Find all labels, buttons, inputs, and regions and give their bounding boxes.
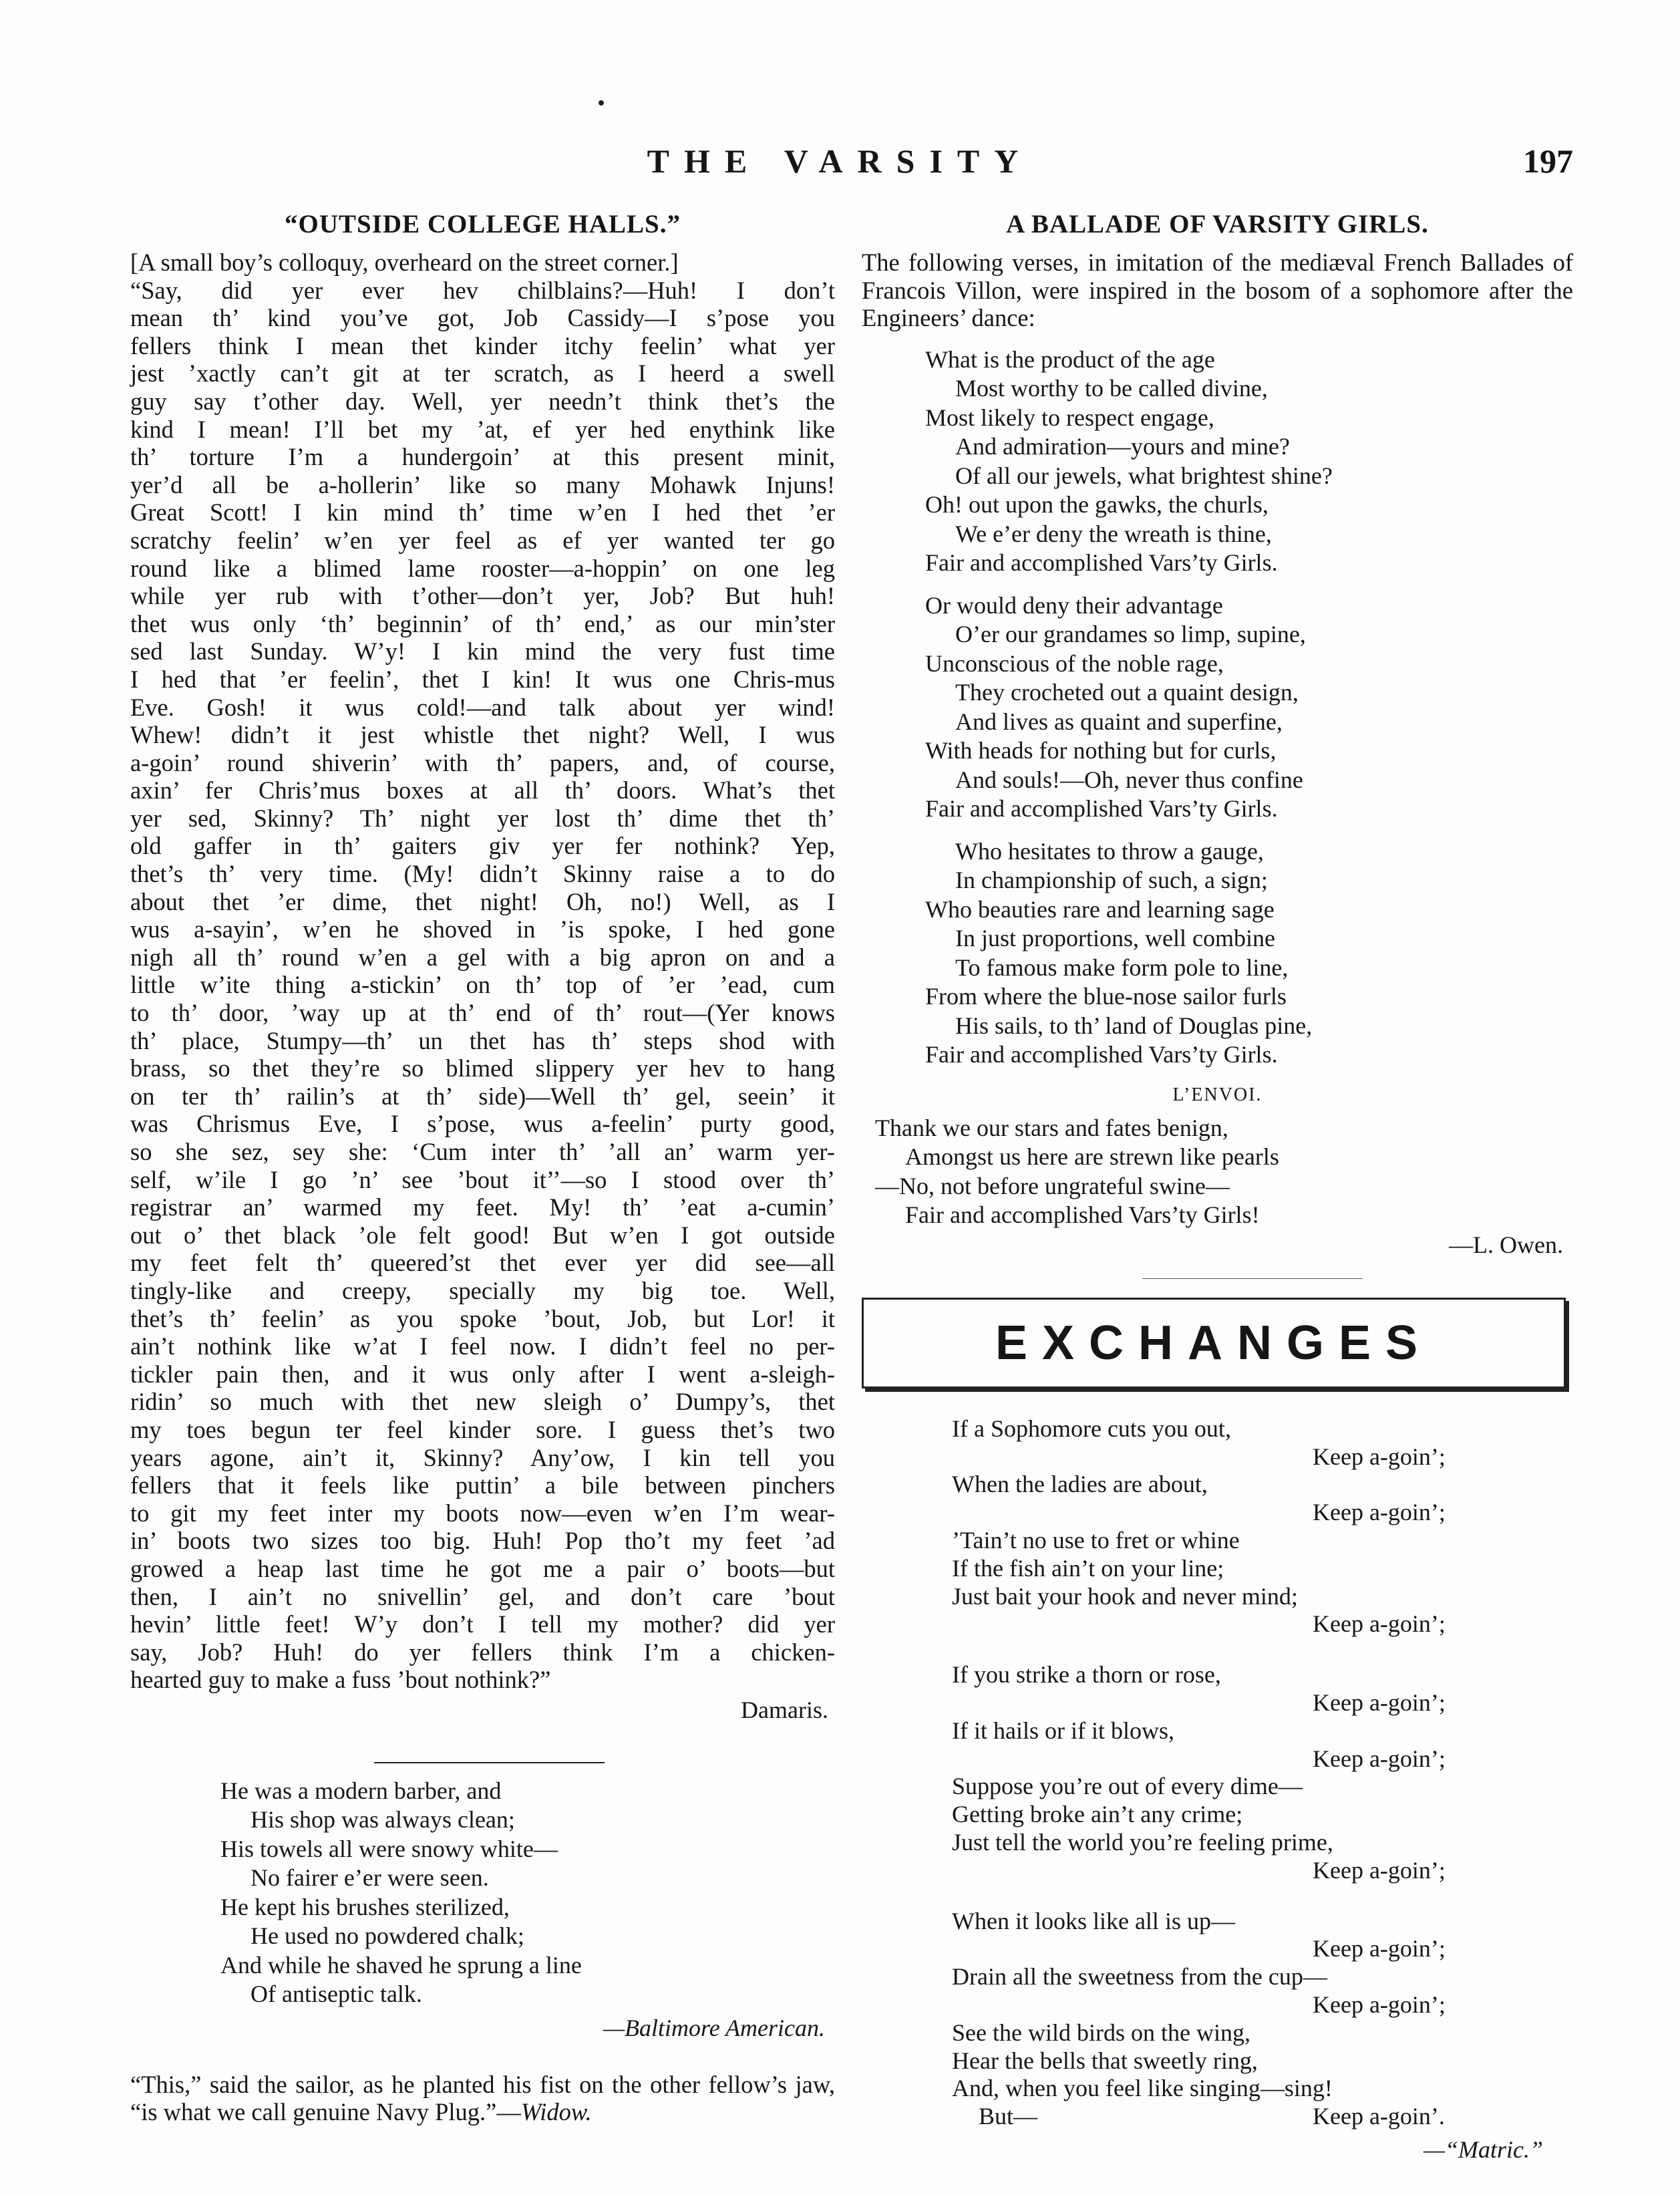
prose-line: fellers think I mean thet kinder itchy feelin’ what yer xyxy=(130,331,835,359)
line-text: See the wild birds on the wing, xyxy=(952,2019,1250,2046)
prose-line: yer’d all be a-hollerin’ like so many Mohawk Injuns! xyxy=(130,470,835,498)
poem-line: Fair and accomplished Vars’ty Girls. xyxy=(925,795,1278,823)
prose-line: th’ place, Stumpy—th’ un thet has th’ steps shod with xyxy=(130,1026,835,1054)
poem-line xyxy=(952,1415,1573,1443)
prose-line: to th’ door, ’way up at th’ end of th’ rout—(Yer knows xyxy=(130,999,835,1027)
prose-line: hearted guy to make a fuss ’bout nothink?” xyxy=(130,1666,551,1694)
poem-line: We e’er deny the wreath is thine, xyxy=(955,520,1272,547)
exchanges-banner xyxy=(862,1298,1566,1388)
prose-line: round like a blimed lame rooster—a-hoppin’ on one leg xyxy=(130,554,835,582)
prose-line: Great Scott! I kin mind th’ time w’en I hed thet ’er xyxy=(130,498,835,527)
prose-line: Whew! didn’t it jest whistle thet night? Well, I wus xyxy=(130,721,835,749)
poem-line xyxy=(952,1583,1573,1611)
poem-line: Fair and accomplished Vars’ty Girls. xyxy=(925,549,1278,577)
poem-line xyxy=(952,1773,1573,1801)
line-text: Suppose you’re out of every dime— xyxy=(952,1773,1303,1800)
prose-line: tickler pain then, and it wus only after I went a-sleigh- xyxy=(130,1360,835,1388)
barber-citation: —Baltimore American. xyxy=(603,2014,825,2041)
sailor-joke-text: “This,” said the sailor, as he planted his fist on the other fellow’s jaw, “is what we call genuine Navy Plug.”— xyxy=(130,2070,835,2126)
poem-line: And lives as quaint and superfine, xyxy=(955,708,1283,735)
line-text: Keep a-goin’; xyxy=(1313,1610,1446,1638)
prose-line: thet’s th’ feelin’ as you spoke ’bout, Job, but Lor! it xyxy=(130,1304,835,1332)
prose-line: sed last Sunday. W’y! I kin mind the very fust time xyxy=(130,637,835,666)
poem-line: Fair and accomplished Vars’ty Girls. xyxy=(925,1041,1278,1068)
prose-line: out o’ thet black ’ole felt good! But w’en I got outside xyxy=(130,1221,835,1249)
poem-line xyxy=(952,1661,1573,1689)
prose-line: nigh all th’ round w’en a gel with a big apron on and a xyxy=(130,943,835,971)
prose-line: tingly-like and creepy, specially my big toe. Well, xyxy=(130,1276,835,1304)
line-text: ’Tain’t no use to fret or whine xyxy=(952,1526,1240,1554)
poem-line: And souls!—Oh, never thus confine xyxy=(955,766,1303,793)
prose-line: kind I mean! I’ll bet my ’at, ef yer hed enythink like xyxy=(130,415,835,443)
ink-dot xyxy=(599,100,604,106)
poem-line: Or would deny their advantage xyxy=(925,591,1223,619)
poem-line: Who hesitates to throw a gauge, xyxy=(955,837,1264,865)
refrain-line xyxy=(952,1935,1573,1963)
poem-line: His sails, to th’ land of Douglas pine, xyxy=(955,1012,1313,1039)
keep-a-goin-citation: —“Matric.” xyxy=(1423,2136,1543,2163)
poem-line xyxy=(952,1829,1573,1857)
poem-line xyxy=(952,1908,1573,1936)
prose-line: jest ’xactly can’t git at ter scratch, as I heerd a swell xyxy=(130,359,835,388)
poem-line: Thank we our stars and fates benign, xyxy=(875,1114,1228,1141)
line-text: Just tell the world you’re feeling prime, xyxy=(952,1828,1333,1856)
prose-line: then, I ain’t no snivellin’ gel, and don’t care ’bout xyxy=(130,1582,835,1610)
poem-line: No fairer e’er were seen. xyxy=(250,1864,489,1892)
line-text: Keep a-goin’; xyxy=(1313,1856,1446,1884)
keep-a-goin-poem xyxy=(952,1415,1573,2131)
poem-line: He kept his brushes sterilized, xyxy=(220,1893,510,1920)
line-text: When the ladies are about, xyxy=(952,1471,1208,1498)
line-text: Keep a-goin’; xyxy=(1313,1499,1446,1526)
publication-title: THE VARSITY xyxy=(647,142,1033,180)
line-text: Keep a-goin’; xyxy=(1313,1745,1446,1772)
prose-line: while yer rub with t’other—don’t yer, Job? But huh! xyxy=(130,582,835,610)
poem-line: Unconscious of the noble rage, xyxy=(925,649,1224,677)
prose-line: th’ torture I’m a hundergoin’ at this present minit, xyxy=(130,443,835,471)
line-text: Keep a-goin’; xyxy=(1313,1991,1446,2018)
poem-line: What is the product of the age xyxy=(925,345,1215,373)
prose-line: axin’ fer Chris’mus boxes at all th’ doors. What’s thet xyxy=(130,776,835,804)
line-text: Just bait your hook and never mind; xyxy=(952,1582,1298,1610)
prose-line: thet wus only ‘th’ beginnin’ of th’ end,’ as our min’ster xyxy=(130,609,835,637)
outside-college-halls-body xyxy=(130,249,835,1694)
poem-line: Most likely to respect engage, xyxy=(925,404,1214,431)
prose-line: self, w’ile I go ’n’ see ’bout it’’—so I stood over th’ xyxy=(130,1165,835,1193)
masthead xyxy=(0,142,1680,188)
line-text: Keep a-goin’; xyxy=(1313,1443,1446,1470)
line-text: Hear the bells that sweetly ring, xyxy=(952,2047,1258,2074)
prose-line: little w’ite thing a-stickin’ on th’ top of ’er ’ead, cum xyxy=(130,971,835,999)
barber-poem xyxy=(220,1777,835,2009)
poem-line: They crocheted out a quaint design, xyxy=(955,679,1299,706)
poem-line xyxy=(952,1963,1573,1991)
poem-line: And admiration—yours and mine? xyxy=(955,433,1290,460)
prose-line: my feet felt th’ queered’st thet ever yer did see—all xyxy=(130,1249,835,1277)
prose-line: hevin’ little feet! W’y don’t I tell my mother? did yer xyxy=(130,1610,835,1638)
poem-line: Amongst us here are strewn like pearls xyxy=(905,1143,1279,1171)
line-text: Getting broke ain’t any crime; xyxy=(952,1801,1243,1828)
exchanges-title: EXCHANGES xyxy=(995,1316,1433,1370)
poem-line: To famous make form pole to line, xyxy=(955,954,1289,981)
prose-line: registrar an’ warmed my feet. My! th’ ’eat a-cumin’ xyxy=(130,1193,835,1221)
section-divider xyxy=(1142,1278,1363,1279)
prose-line: in’ boots two sizes too big. Huh! Pop tho’t my feet ’ad xyxy=(130,1527,835,1555)
poem-line: In championship of such, a sign; xyxy=(955,867,1268,894)
prose-line: on ter th’ railin’s at th’ side)—Well th’ gel, seein’ it xyxy=(130,1082,835,1110)
section-divider xyxy=(374,1762,605,1763)
prose-line: scratchy feelin’ w’en yer feel as ef yer wanted ter go xyxy=(130,526,835,554)
poem-line: His shop was always clean; xyxy=(250,1806,515,1834)
line-text: Keep a-goin’; xyxy=(1313,1689,1446,1716)
line-text: If the fish ain’t on your line; xyxy=(952,1554,1224,1582)
ballade-author: —L. Owen. xyxy=(1449,1231,1563,1258)
poem-line: Of all our jewels, what brightest shine? xyxy=(955,462,1333,489)
prose-line: yer sed, Skinny? Th’ night yer lost th’ dime thet th’ xyxy=(130,804,835,832)
refrain-line xyxy=(952,1689,1573,1717)
line-text: Keep a-goin’; xyxy=(1313,1935,1446,1962)
prose-line: I hed that ’er feelin’, thet I kin! It wus one Chris-mus xyxy=(130,665,835,693)
refrain-line xyxy=(952,1499,1573,1527)
prose-line: Eve. Gosh! it wus cold!—and talk about yer wind! xyxy=(130,693,835,721)
prose-line: [A small boy’s colloquy, overheard on the street corner.] xyxy=(130,249,679,276)
prose-line: brass, so thet they’re so blimed slippery yer hev to hang xyxy=(130,1054,835,1082)
poem-line xyxy=(952,1471,1573,1499)
prose-line: thet’s th’ very time. (My! didn’t Skinny raise a to do xyxy=(130,860,835,888)
poem-line: He used no powdered chalk; xyxy=(250,1922,524,1950)
poem-line: Who beauties rare and learning sage xyxy=(925,895,1275,923)
ballade-intro: The following verses, in imitation of the mediæval French Ballades of Francois Villon, were inspired in the bosom of a sophomore after the Engineers’ dance: xyxy=(862,249,1573,332)
poem-line: Of antiseptic talk. xyxy=(250,1981,422,2008)
poem-line: His towels all were snowy white— xyxy=(220,1835,558,1862)
line-text: Keep a-goin’. xyxy=(1313,2103,1445,2130)
line-text: If it hails or if it blows, xyxy=(952,1717,1174,1744)
poem-line: With heads for nothing but for curls, xyxy=(925,737,1277,764)
poem-line xyxy=(952,2075,1573,2103)
prose-line: old gaffer in th’ gaiters giv yer fer nothink? Yep, xyxy=(130,832,835,860)
outside-college-halls-heading: “OUTSIDE COLLEGE HALLS.” xyxy=(285,210,681,239)
poem-line: Most worthy to be called divine, xyxy=(955,375,1268,402)
prose-line: my toes begun ter feel kinder sore. I guess thet’s two xyxy=(130,1415,835,1443)
refrain-line xyxy=(952,1610,1573,1638)
poem-line xyxy=(952,1555,1573,1583)
prose-line: wus a-sayin’, w’en he shoved in ’is spoke, I hed gone xyxy=(130,915,835,943)
prose-line: was Chrismus Eve, I s’pose, wus a-feelin’ purty good, xyxy=(130,1110,835,1138)
envoi-poem xyxy=(875,1114,1573,1230)
poem-line xyxy=(952,1717,1573,1745)
prose-line: years agone, ain’t it, Skinny? Any’ow, I kin tell you xyxy=(130,1443,835,1471)
poem-line: From where the blue-nose sailor furls xyxy=(925,983,1287,1010)
sailor-joke xyxy=(130,2071,835,2126)
poem-line: He was a modern barber, and xyxy=(220,1777,502,1804)
poem-line: Fair and accomplished Vars’ty Girls! xyxy=(905,1201,1260,1229)
line-text: When it looks like all is up— xyxy=(952,1907,1235,1934)
prose-line: ridin’ so much with thet new sleigh o’ Dumpy’s, thet xyxy=(130,1388,835,1416)
refrain-line xyxy=(952,1745,1573,1773)
but-prefix: But— xyxy=(979,2103,1038,2130)
refrain-line xyxy=(952,1443,1573,1471)
prose-line: so she sez, sey she: ‘Cum inter th’ ’all an’ warm yer- xyxy=(130,1138,835,1165)
prose-line: growed a heap last time he got me a pair o’ boots—but xyxy=(130,1554,835,1582)
refrain-line xyxy=(952,1857,1573,1885)
outside-signature: Damaris. xyxy=(741,1696,828,1723)
poem-line xyxy=(952,1527,1573,1555)
refrain-line xyxy=(952,2103,1573,2131)
page-number: 197 xyxy=(1523,142,1573,180)
poem-line: Oh! out upon the gawks, the churls, xyxy=(925,491,1269,519)
poem-line: In just proportions, well combine xyxy=(955,925,1275,952)
line-text: And, when you feel like singing—sing! xyxy=(952,2075,1333,2102)
ballade-heading: A BALLADE OF VARSITY GIRLS. xyxy=(1006,210,1429,239)
poem-line: —No, not before ungrateful swine— xyxy=(875,1172,1230,1199)
prose-line: ain’t nothink like w’at I feel now. I didn’t feel no per- xyxy=(130,1332,835,1360)
refrain-line xyxy=(952,1991,1573,2019)
sailor-joke-citation: Widow. xyxy=(520,2098,592,2126)
right-column xyxy=(862,208,1573,2164)
prose-line: “Say, did yer ever hev chilblains?—Huh! I don’t xyxy=(130,276,835,304)
prose-line: fellers that it feels like puttin’ a bile between pinchers xyxy=(130,1471,835,1499)
prose-line: to git my feet inter my boots now—even w’en I’m wear- xyxy=(130,1499,835,1527)
line-text: Drain all the sweetness from the cup— xyxy=(952,1963,1327,1991)
ballade-stanza xyxy=(925,591,1573,824)
poem-line xyxy=(952,1801,1573,1829)
envoi-label: L’ENVOI. xyxy=(1172,1084,1263,1105)
ballade-stanza xyxy=(925,837,1573,1070)
line-text: If a Sophomore cuts you out, xyxy=(952,1415,1231,1442)
poem-line: O’er our grandames so limp, supine, xyxy=(955,621,1306,648)
poem-line xyxy=(952,2047,1573,2075)
prose-line: about thet ’er dime, thet night! Oh, no!) Well, as I xyxy=(130,887,835,915)
poem-line: And while he shaved he sprung a line xyxy=(220,1951,582,1979)
prose-line: mean th’ kind you’ve got, Job Cassidy—I s’pose you xyxy=(130,304,835,332)
ballade-stanza xyxy=(925,345,1573,578)
stanza-gap xyxy=(952,1885,1573,1908)
prose-line: a-goin’ round shiverin’ with th’ papers, and, of course, xyxy=(130,748,835,776)
ballade-poem xyxy=(925,345,1573,1070)
prose-line: say, Job? Huh! do yer fellers think I’m a chicken- xyxy=(130,1638,835,1666)
poem-line xyxy=(952,2019,1573,2047)
stanza-gap xyxy=(952,1638,1573,1661)
prose-line: guy say t’other day. Well, yer needn’t think thet’s the xyxy=(130,387,835,415)
left-column xyxy=(130,208,835,2126)
line-text: If you strike a thorn or rose, xyxy=(952,1661,1221,1689)
